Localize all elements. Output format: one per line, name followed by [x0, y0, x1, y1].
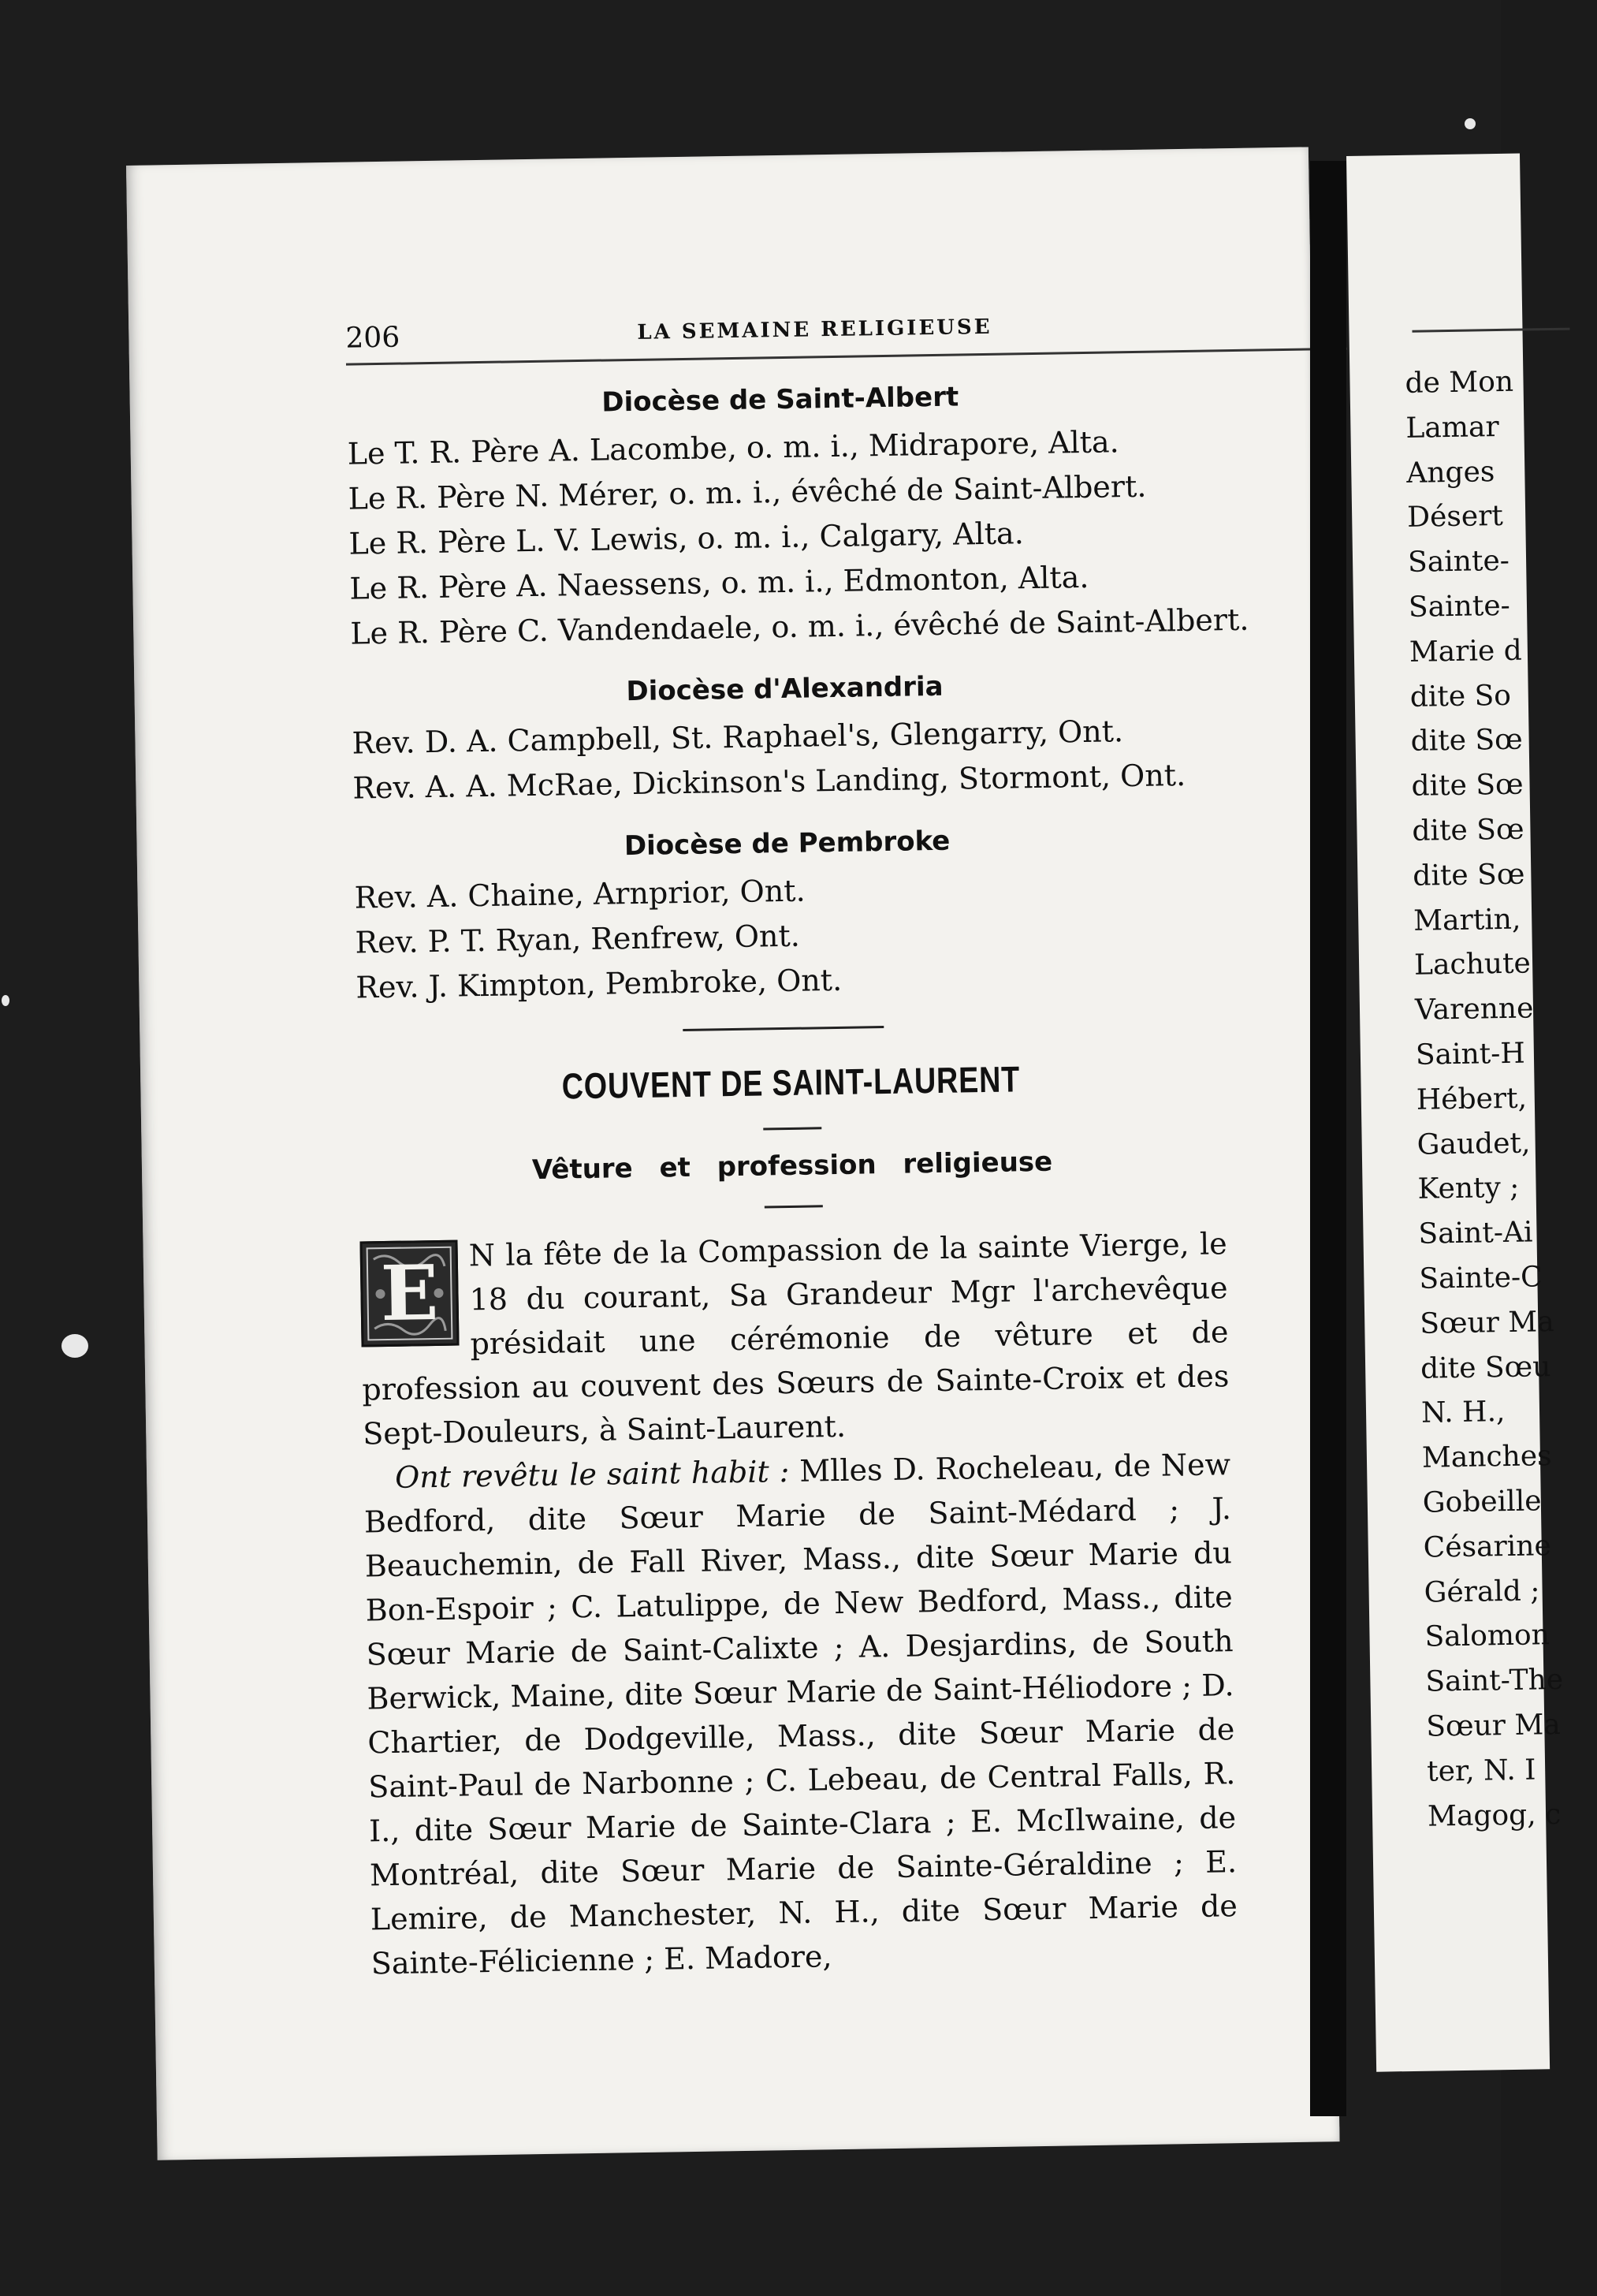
running-head — [345, 300, 1347, 366]
text-line: Gérald ; — [1424, 1574, 1540, 1609]
article-body — [359, 1221, 1238, 1985]
clergy-list — [354, 859, 1405, 1011]
text-line: Lachute — [1413, 947, 1532, 982]
running-head-rule — [1412, 328, 1569, 333]
section-saint-albert — [347, 375, 1399, 657]
text-line: Anges — [1406, 455, 1495, 490]
text-line: Manches — [1421, 1440, 1552, 1474]
text-line: Saint-H — [1415, 1037, 1526, 1072]
clergy-entry: Rev. J. Kimpton, Pembroke, Ont. — [356, 962, 843, 1005]
article-title: COUVENT DE SAINT-LAURENT — [561, 1058, 1021, 1107]
text-line: Martin, — [1413, 903, 1521, 937]
article-paragraph — [359, 1221, 1230, 1456]
text-line: Sœur Ma — [1425, 1708, 1562, 1743]
scan-speck — [1465, 118, 1476, 129]
text-line: Gaudet, — [1416, 1127, 1531, 1161]
text-line: de Mon — [1405, 365, 1514, 400]
text-line: dite So — [1409, 679, 1512, 714]
right-page — [1346, 154, 1564, 2072]
text-line: Sainte- — [1407, 545, 1510, 580]
text-line: Sœur Ma — [1419, 1305, 1554, 1340]
article-paragraph — [363, 1442, 1238, 1985]
running-title: LA SEMAINE RELIGIEUSE — [637, 315, 992, 345]
article-subtitle: Vêture et profession religieuse — [531, 1146, 1053, 1187]
section-alexandria — [351, 664, 1401, 811]
left-page — [126, 147, 1340, 2160]
text-line: Sainte- — [1408, 589, 1511, 624]
text-line: dite Sœ — [1410, 723, 1524, 758]
clergy-entry: Rev. P. T. Ryan, Renfrew, Ont. — [355, 918, 801, 960]
clergy-entry: Le R. Père C. Vandendaele, o. m. i., évêché de Saint-Albert. — [350, 602, 1249, 651]
page-content — [347, 375, 1420, 1986]
clergy-entry: Le R. Père A. Naessens, o. m. i., Edmonton, Alta. — [349, 559, 1089, 606]
paragraph-lead: Ont revêtu le saint habit : — [394, 1453, 790, 1495]
section-title: Diocèse de Saint-Albert — [601, 381, 959, 419]
text-line: Saint-The — [1425, 1664, 1564, 1698]
text-line: Marie d — [1409, 634, 1523, 669]
text-line: Lamar — [1405, 410, 1499, 445]
text-line: dite Sœu — [1420, 1350, 1551, 1385]
section-title: Diocèse d'Alexandria — [626, 670, 944, 708]
clergy-entry: Le T. R. Père A. Lacombe, o. m. i., Midrapore, Alta. — [347, 424, 1120, 472]
text-line: Hébert, — [1416, 1082, 1528, 1116]
clergy-list — [352, 705, 1402, 811]
text-line: dite Sœ — [1413, 858, 1525, 893]
section-title: Diocèse de Pembroke — [624, 825, 951, 863]
page-number: 206 — [345, 321, 400, 355]
text-line: Salomon — [1424, 1619, 1550, 1653]
text-line: Magog, c — [1427, 1798, 1562, 1833]
title-divider — [763, 1127, 821, 1130]
text-line: Gobeille — [1422, 1485, 1542, 1519]
paragraph-text: Mlles D. Rocheleau, de New Bedford, dite Sœur Marie de Saint-Médard ; J. Beauchemin, de Fall River, Mass., dite Sœur Marie du Bon-Espoir ; C. Latulippe, de New Bedford, Mass., dite Sœur Marie de Saint-Calixte ; A. Desjardins, de South Berwick, Maine, dite Sœur Marie de Saint-Héliodore ; D. Chartier, de Dodgeville, Mass., dite Sœur Marie de Saint-Paul de Narbonne ; C. Lebeau, de Central Falls, R. I., dite Sœur Marie de Sainte-Clara ; E. McIlwaine, de Montréal, dite Sœur Marie de Sainte-Géraldine ; E. Lemire, de Manchester, N. H., dite Sœur Marie de Sainte-Félicienne ; E. Madore, — [363, 1447, 1238, 1981]
ornate-dropcap — [359, 1240, 459, 1347]
text-line: Césarine — [1423, 1529, 1552, 1564]
clergy-entry: Le R. Père N. Mérer, o. m. i., évêché de Saint-Albert. — [348, 468, 1147, 516]
text-line: dite Sœ — [1411, 768, 1524, 803]
section-pembroke — [353, 818, 1404, 1011]
text-line: Saint-Ai — [1418, 1216, 1533, 1250]
clergy-entry: Le R. Père L. V. Lewis, o. m. i., Calgary, Alta. — [348, 516, 1025, 561]
scan-speck — [2, 995, 9, 1006]
section-divider — [683, 1026, 884, 1031]
clergy-entry: Rev. D. A. Campbell, St. Raphael's, Glengarry, Ont. — [352, 714, 1124, 761]
paragraph-text: N la fête de la Compassion de la sainte Vierge, le 18 du courant, Sa Grandeur Mgr l'archevêque présidait une cérémonie de vêture et de profession au couvent des Sœurs de Sainte-Croix et des Sept-Douleurs, à Saint-Laurent. — [362, 1226, 1230, 1452]
clergy-entry: Rev. A. A. McRae, Dickinson's Landing, Stormont, Ont. — [352, 757, 1186, 806]
text-line: Désert — [1406, 500, 1504, 535]
text-line: Varenne — [1414, 992, 1534, 1027]
clergy-entry: Rev. A. Chaine, Arnprior, Ont. — [354, 873, 806, 915]
clergy-list — [347, 416, 1398, 657]
text-line: Sainte-C — [1419, 1261, 1543, 1295]
text-line: ter, N. I — [1426, 1754, 1536, 1788]
subtitle-divider — [765, 1205, 823, 1208]
text-line: N. H., — [1420, 1396, 1506, 1430]
right-page-text — [1405, 360, 1565, 1839]
book-spine — [1310, 161, 1346, 2116]
text-line: Kenty ; — [1417, 1172, 1520, 1206]
text-line: dite Sœ — [1412, 813, 1524, 848]
scan-speck — [61, 1334, 88, 1358]
dropcap-letter: E — [380, 1247, 439, 1339]
